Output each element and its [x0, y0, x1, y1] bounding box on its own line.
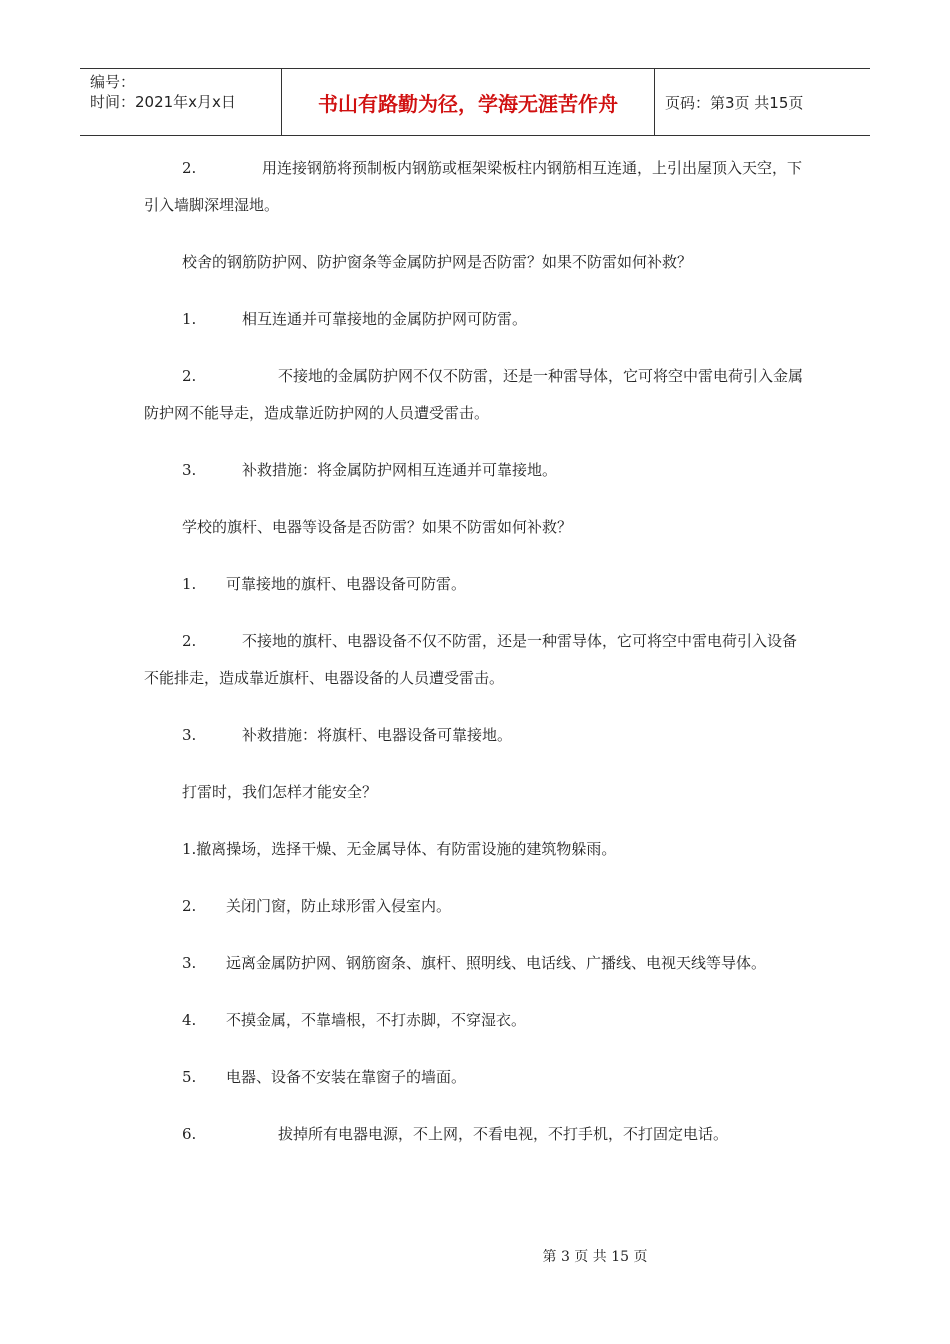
paragraph-number: 6.: [182, 1125, 197, 1143]
paragraph-number: 5.: [182, 1068, 197, 1086]
paragraph-number: 1.: [182, 310, 197, 328]
paragraph-text: 远离金属防护网、钢筋窗条、旗杆、照明线、电话线、广播线、电视天线等导体。: [226, 954, 767, 972]
paragraph: [144, 509, 808, 546]
page-header: [80, 68, 870, 136]
paragraph-text: 不接地的旗杆、电器设备不仅不防雷，还是一种雷导体，它可将空中雷电荷引入设备不能排走，造成靠近旗杆、电器设备的人员遭受雷击。: [144, 632, 798, 687]
paragraph-number: 4.: [182, 1011, 197, 1029]
paragraph-number: 2.: [182, 159, 197, 177]
paragraph-text: 打雷时，我们怎样才能安全？: [182, 783, 378, 801]
paragraph-number: 3.: [182, 726, 197, 744]
paragraph-text: 不接地的金属防护网不仅不防雷，还是一种雷导体，它可将空中雷电荷引入金属防护网不能导走，造成靠近防护网的人员遭受雷击。: [144, 367, 804, 422]
paragraph-text: 拔掉所有电器电源，不上网，不看电视，不打手机，不打固定电话。: [278, 1125, 729, 1143]
paragraph: [144, 1059, 808, 1096]
paragraph: [144, 566, 808, 603]
paragraph: [144, 452, 808, 489]
paragraph-number: 3.: [182, 954, 197, 972]
paragraph-text: 关闭门窗，防止球形雷入侵室内。: [226, 897, 452, 915]
paragraph-text: 可靠接地的旗杆、电器设备可防雷。: [226, 575, 467, 593]
paragraph-text: 校舍的钢筋防护网、防护窗条等金属防护网是否防雷？如果不防雷如何补救？: [182, 253, 693, 271]
paragraph-text: 不摸金属，不靠墙根，不打赤脚，不穿湿衣。: [226, 1011, 527, 1029]
paragraph-text: 相互连通并可靠接地的金属防护网可防雷。: [242, 310, 528, 328]
paragraph-text: 用连接钢筋将预制板内钢筋或框架梁板柱内钢筋相互连通，上引出屋顶入天空，下引入墙脚深埋湿地。: [144, 159, 803, 214]
paragraph-text: 学校的旗杆、电器等设备是否防雷？如果不防雷如何补救？: [182, 518, 573, 536]
document-body: [144, 150, 808, 1173]
paragraph-number: 2.: [182, 632, 197, 650]
paragraph-number: 3.: [182, 461, 197, 479]
header-page-number: 页码：第3页 共15页: [665, 93, 804, 112]
document-date: 时间：2021年x月x日: [90, 93, 236, 111]
paragraph: [144, 1002, 808, 1039]
paragraph: [144, 358, 808, 432]
paragraph: [144, 945, 808, 982]
header-motto: 书山有路勤为径，学海无涯苦作舟: [281, 69, 655, 135]
paragraph-number: 2.: [182, 897, 197, 915]
document-number: 编号：: [90, 73, 136, 91]
paragraph: [144, 774, 808, 811]
paragraph: [144, 1116, 808, 1153]
paragraph: [144, 888, 808, 925]
paragraph: [144, 301, 808, 338]
header-meta: [80, 69, 281, 135]
paragraph: [144, 717, 808, 754]
paragraph: [144, 623, 808, 697]
paragraph-text: 补救措施：将旗杆、电器设备可靠接地。: [242, 726, 513, 744]
paragraph-text: 1.撤离操场，选择干燥、无金属导体、有防雷设施的建筑物躲雨。: [182, 840, 617, 858]
paragraph-number: 1.: [182, 575, 197, 593]
paragraph: [144, 831, 808, 868]
paragraph-number: 2.: [182, 367, 197, 385]
paragraph: [144, 150, 808, 224]
paragraph-text: 电器、设备不安装在靠窗子的墙面。: [226, 1068, 467, 1086]
paragraph: [144, 244, 808, 281]
page-footer: 第 3 页 共 15 页: [542, 1249, 648, 1265]
paragraph-text: 补救措施：将金属防护网相互连通并可靠接地。: [242, 461, 558, 479]
